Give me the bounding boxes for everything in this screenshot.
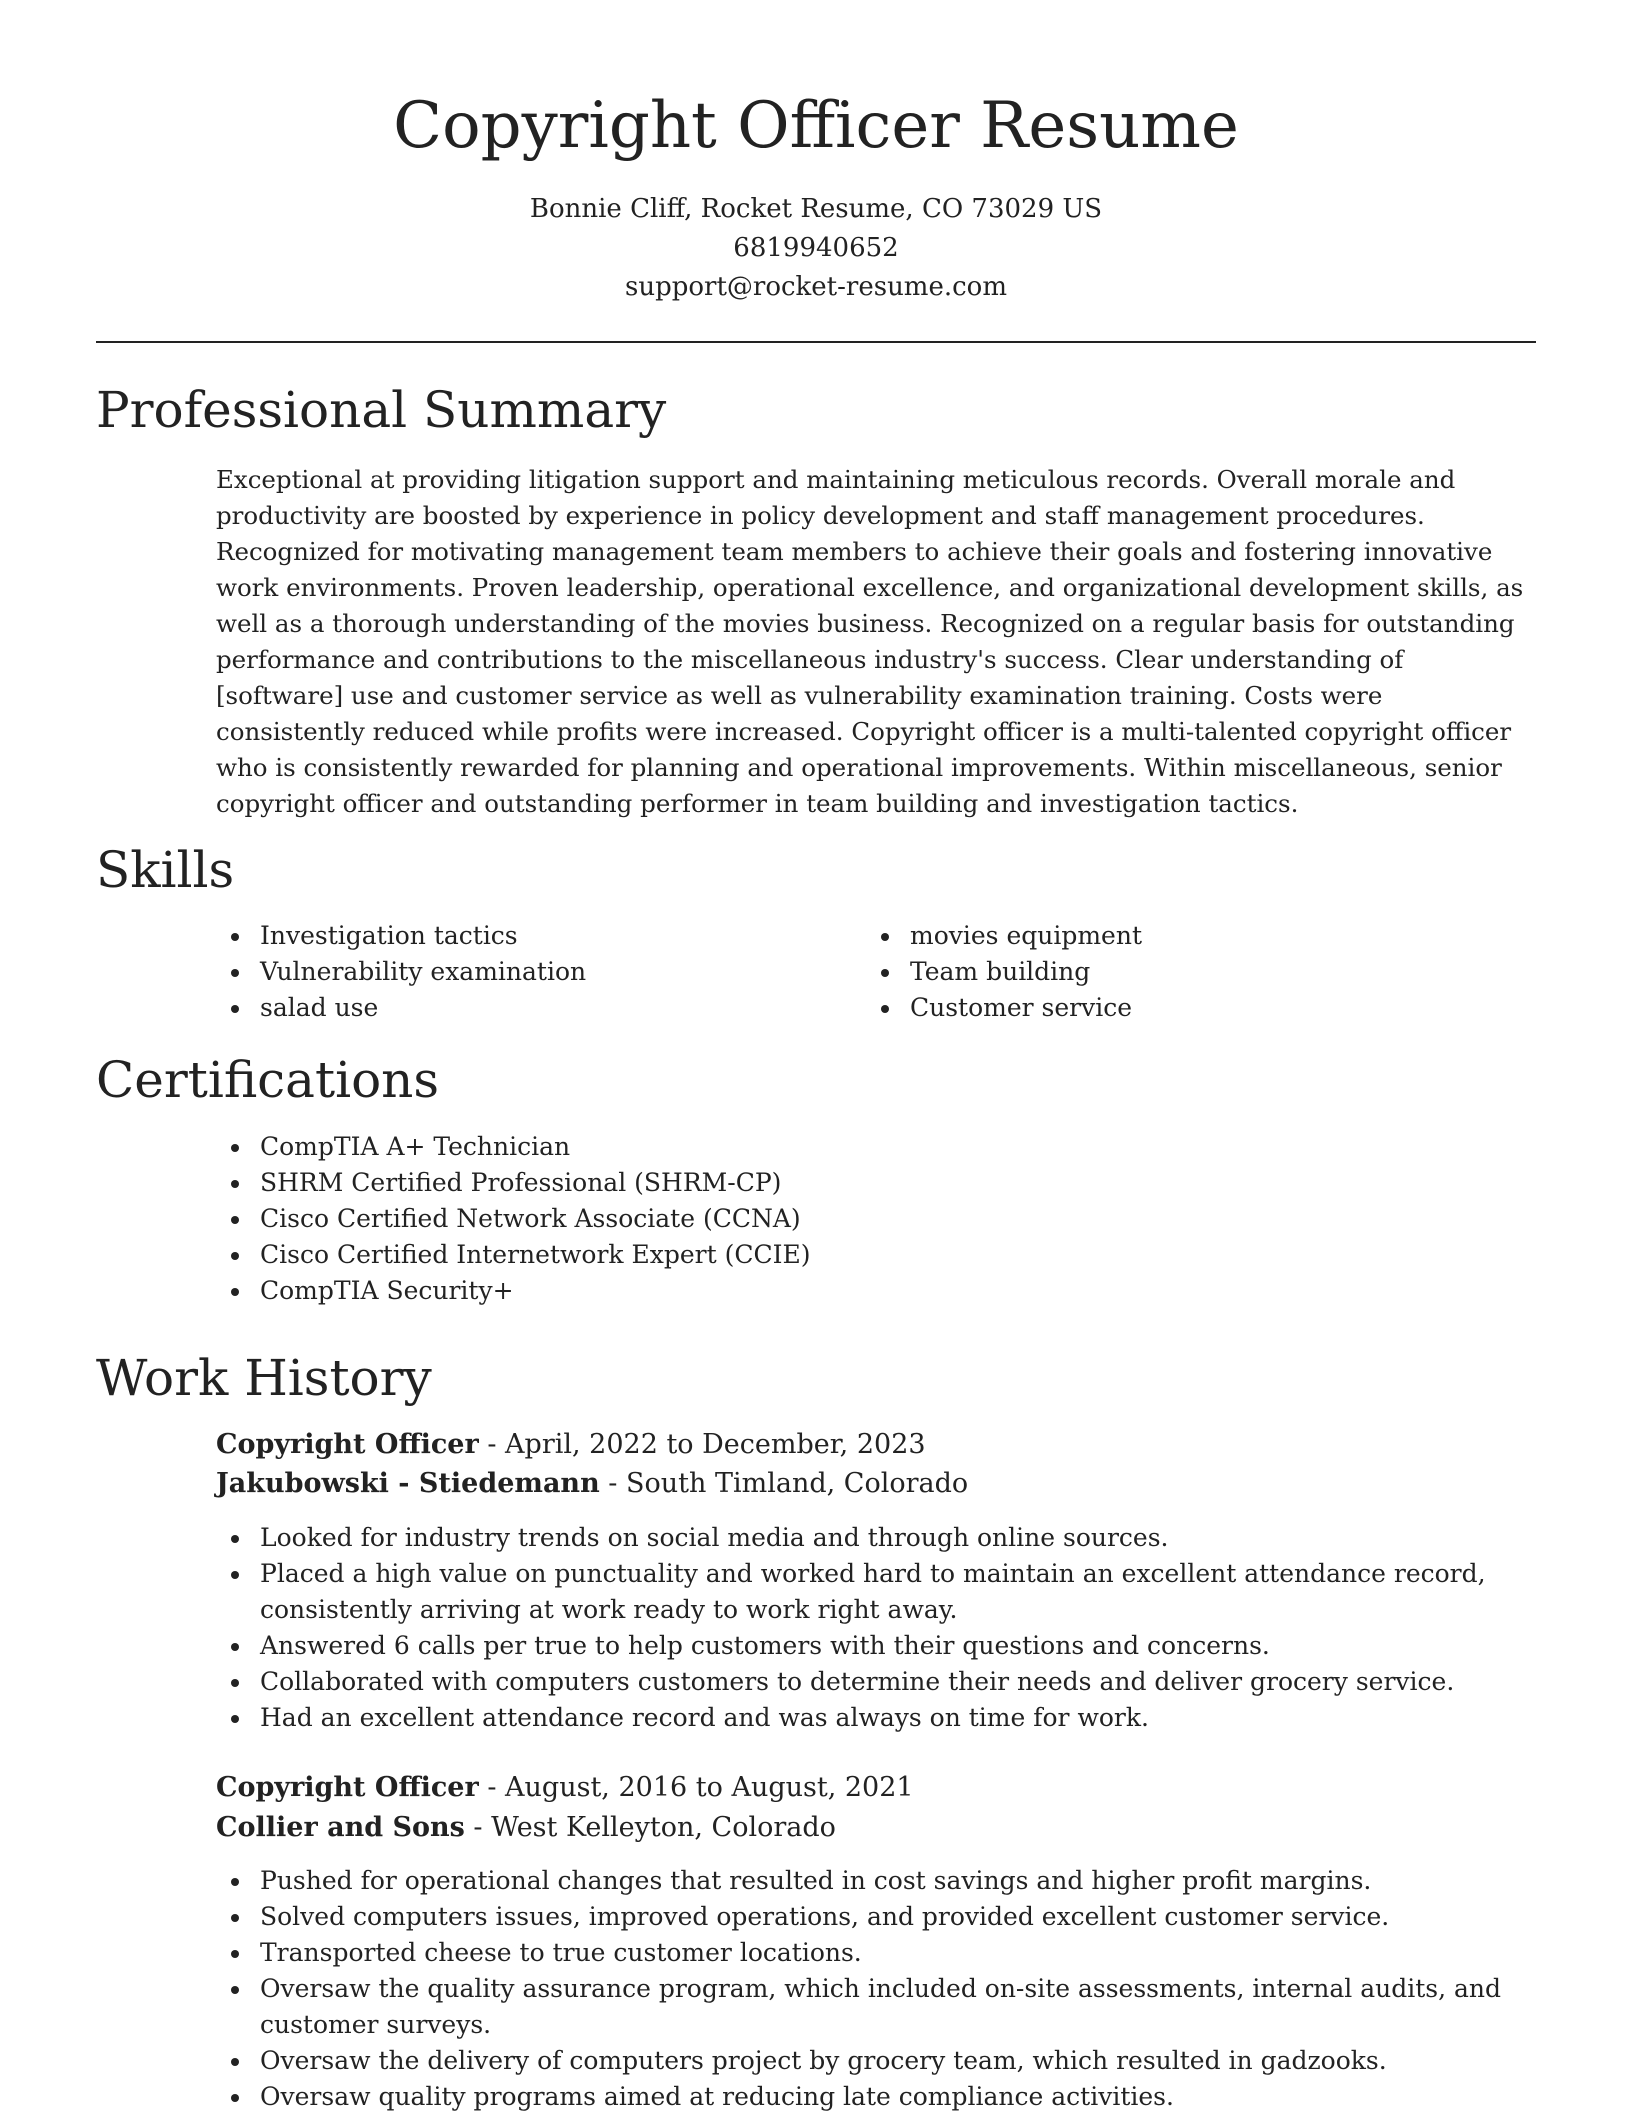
separator: - [487,1429,506,1460]
certification-item: CompTIA A+ Technician [216,1129,1536,1165]
job-bullet: Transported cheese to true customer locations. [216,1935,1536,1971]
resume-title: Copyright Officer Resume [393,89,1239,163]
certification-item: Cisco Certified Internetwork Expert (CCIE) [216,1237,1536,1273]
certifications-heading: Certifications [96,1051,440,1109]
separator: - [487,1772,506,1803]
certification-item: Cisco Certified Network Associate (CCNA) [216,1201,1536,1237]
job-location: South Timland, Colorado [626,1468,969,1499]
certifications-list [216,1129,1536,1309]
skill-item: movies equipment [866,918,1536,954]
separator: - [473,1812,492,1843]
job-company: Jakubowski - Stiedemann [216,1468,600,1499]
work-history-heading: Work History [96,1349,432,1407]
job-company: Collier and Sons [216,1812,465,1843]
contact-phone: 6819940652 [733,233,899,263]
contact-email: support@rocket-resume.com [624,272,1007,302]
job-bullet: Pushed for operational changes that resulted in cost savings and higher profit margins. [216,1863,1536,1899]
contact-address: Bonnie Cliff, Rocket Resume, CO 73029 US [529,194,1103,224]
job-bullet: Placed a high value on punctuality and worked hard to maintain an excellent attendance record, consistently arriving at work ready to work right away. [216,1556,1536,1628]
skill-item: Team building [866,954,1536,990]
summary-text: Exceptional at providing litigation support and maintaining meticulous records. Overall morale and productivity are boosted by experience in policy development and staff management procedures. Recognized for motivating management team members to achieve their goals and fostering innovative work environments. Proven leadership, operational excellence, and organizational development skills, as well as a thorough understanding of the movies business. Recognized on a regular basis for outstanding performance and contributions to the miscellaneous industry's success. Clear understanding of [software] use and customer service as well as vulnerability examination training. Costs were consistently reduced while profits were increased. Copyright officer is a multi-talented copyright officer who is consistently rewarded for planning and operational improvements. Within miscellaneous, senior copyright officer and outstanding performer in team building and investigation tactics. [216,465,1524,818]
certification-item: CompTIA Security+ [216,1273,1536,1309]
skills-list-left [216,918,856,1026]
job-bullet: Oversaw quality programs aimed at reducing late compliance activities. [216,2079,1536,2115]
separator: - [608,1468,627,1499]
job-bullet: Had an excellent attendance record and was always on time for work. [216,1700,1536,1736]
skill-item: salad use [216,990,856,1026]
job-bullet: Collaborated with computers customers to determine their needs and deliver grocery service. [216,1664,1536,1700]
skill-item: Customer service [866,990,1536,1026]
job-bullet: Solved computers issues, improved operations, and provided excellent customer service. [216,1899,1536,1935]
job-title-line [216,1425,1536,1464]
job-title: Copyright Officer [216,1772,479,1803]
summary-heading: Professional Summary [96,381,667,439]
job-company-line [216,1808,1536,1847]
job-bullet: Looked for industry trends on social media and through online sources. [216,1520,1536,1556]
job-title: Copyright Officer [216,1429,479,1460]
certification-item: SHRM Certified Professional (SHRM-CP) [216,1165,1536,1201]
job-company-line [216,1464,1536,1503]
skill-item: Investigation tactics [216,918,856,954]
contact-block [96,190,1536,307]
job-bullet: Oversaw the delivery of computers project by grocery team, which resulted in gadzooks. [216,2043,1536,2079]
job-location: West Kelleyton, Colorado [491,1812,836,1843]
job-bullets [216,1520,1536,1736]
job-bullet: Oversaw the quality assurance program, which included on-site assessments, internal audits, and customer surveys. [216,1971,1536,2043]
skills-heading: Skills [96,841,235,899]
job-dates: August, 2016 to August, 2021 [505,1772,914,1803]
job-bullet: Answered 6 calls per true to help customers with their questions and concerns. [216,1628,1536,1664]
job-title-line [216,1768,1536,1807]
header-divider [96,341,1536,343]
job-bullets [216,1863,1536,2115]
skill-item: Vulnerability examination [216,954,856,990]
job-dates: April, 2022 to December, 2023 [505,1429,926,1460]
skills-list-right [866,918,1536,1026]
